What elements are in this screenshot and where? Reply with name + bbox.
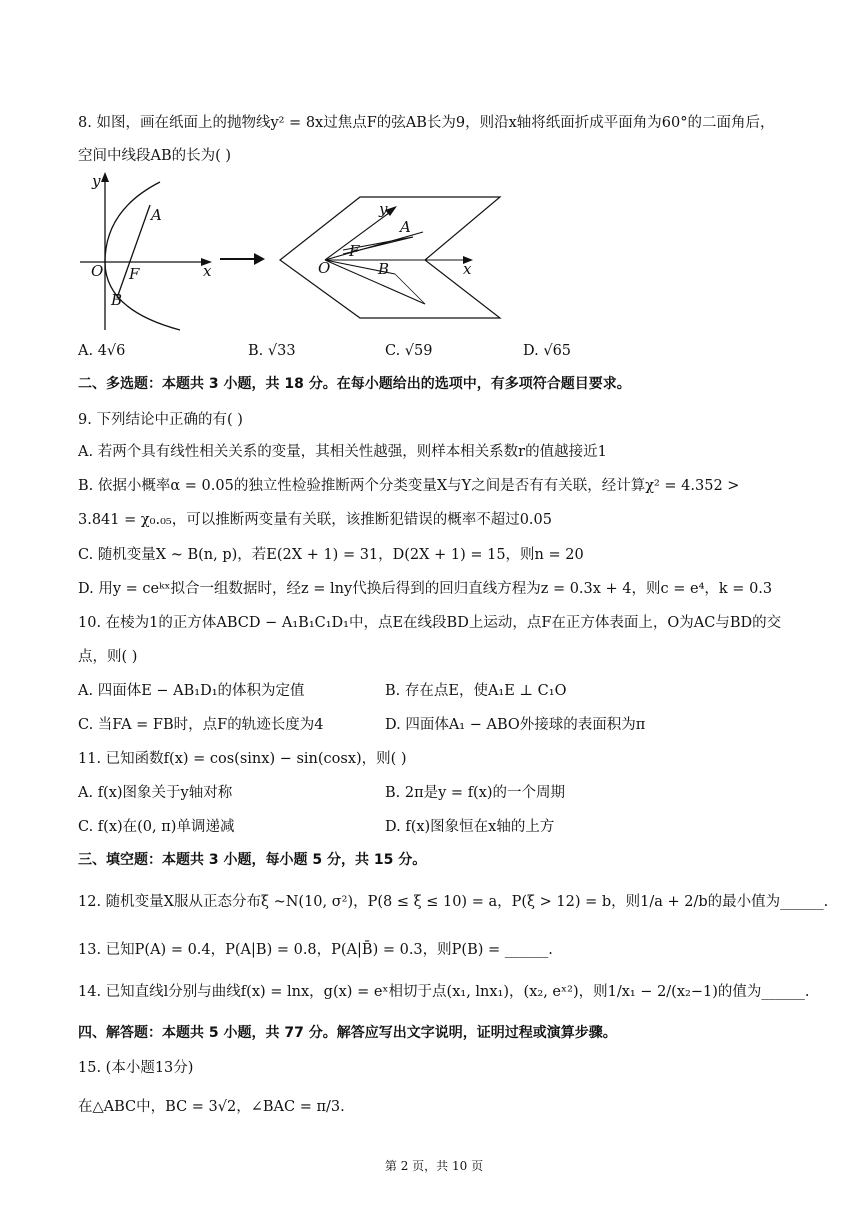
q9-option-b-line1: B. 依据小概率α = 0.05的独立性检验推断两个分类变量X与Y之间是否有有关联，经计算χ² = 4.352 > <box>78 478 740 494</box>
q8-option-a: A. 4√6 <box>78 343 126 359</box>
q11-option-a: A. f(x)图象关于y轴对称 <box>78 785 233 801</box>
q14-stem: 14. 已知直线l分别与曲线f(x) = lnx，g(x) = eˣ相切于点(x₁, lnx₁)，(x₂, eˣ²)，则1/x₁ − 2/(x₂−1)的值为______. <box>78 984 810 1000</box>
label-o: O <box>318 259 331 277</box>
label-a: A <box>151 206 162 224</box>
q10-option-c: C. 当FA = FB时，点F的轨迹长度为4 <box>78 717 324 733</box>
q10-option-b: B. 存在点E，使A₁E ⊥ C₁O <box>385 683 567 699</box>
label-x: x <box>463 260 472 278</box>
q8-option-d: D. √65 <box>523 343 572 359</box>
q11-stem: 11. 已知函数f(x) = cos(sinx) − sin(cosx)，则( ) <box>78 751 407 767</box>
label-x: x <box>203 262 212 280</box>
section-heading-fill-in: 三、填空题：本题共 3 小题，每小题 5 分，共 15 分。 <box>78 852 427 868</box>
arrow-icon <box>220 252 266 266</box>
q15-stem: 在△ABC中，BC = 3√2，∠BAC = π/3. <box>78 1099 345 1115</box>
q9-option-b-line2: 3.841 = χ₀.₀₅，可以推断两变量有关联，该推断犯错误的概率不超过0.05 <box>78 512 552 528</box>
q9-option-a: A. 若两个具有线性相关关系的变量，其相关性越强，则样本相关系数r的值越接近1 <box>78 444 607 460</box>
label-f: F <box>129 265 140 283</box>
q9-stem: 9. 下列结论中正确的有( ) <box>78 412 243 428</box>
q8-figure-folded <box>275 192 505 322</box>
y-axis-arrow <box>101 172 109 182</box>
label-b: B <box>111 291 123 309</box>
q11-option-c: C. f(x)在(0, π)单调递减 <box>78 819 235 835</box>
q10-stem-line1: 10. 在棱为1的正方体ABCD − A₁B₁C₁D₁中，点E在线段BD上运动，点F在正方体表面上，O为AC与BD的交 <box>78 615 782 631</box>
label-f: F <box>349 242 360 260</box>
label-y: y <box>379 200 388 218</box>
q9-option-d: D. 用y = ceᵏˣ拟合一组数据时，经z = lny代换后得到的回归直线方程为z = 0.3x + 4，则c = e⁴，k = 0.3 <box>78 581 773 597</box>
q10-stem-line2: 点，则( ) <box>78 649 138 665</box>
label-b: B <box>378 260 390 278</box>
page-footer: 第 2 页，共 10 页 <box>384 1159 484 1173</box>
q10-option-a: A. 四面体E − AB₁D₁的体积为定值 <box>78 683 305 699</box>
q8-option-b: B. √33 <box>248 343 296 359</box>
q12-stem: 12. 随机变量X服从正态分布ξ ~N(10, σ²)，P(8 ≤ ξ ≤ 10) = a，P(ξ > 12) = b，则1/a + 2/b的最小值为______. <box>78 894 829 910</box>
q10-option-d: D. 四面体A₁ − ABO外接球的表面积为π <box>385 717 646 733</box>
q13-stem: 13. 已知P(A) = 0.4，P(A|B) = 0.8，P(A|B̄) = 0.3，则P(B) = ______. <box>78 942 553 958</box>
q8-stem-line1: 8. 如图，画在纸面上的抛物线y² = 8x过焦点F的弦AB长为9，则沿x轴将纸面折成平面角为60°的二面角后， <box>78 115 775 131</box>
label-a: A <box>400 218 411 236</box>
q8-stem-line2: 空间中线段AB的长为( ) <box>78 148 232 164</box>
q11-option-b: B. 2π是y = f(x)的一个周期 <box>385 785 566 801</box>
chord-ab <box>117 205 150 298</box>
q9-option-c: C. 随机变量X ~ B(n, p)，若E(2X + 1) = 31，D(2X + 1) = 15，则n = 20 <box>78 547 584 563</box>
section-heading-solutions: 四、解答题：本题共 5 小题，共 77 分。解答应写出文字说明，证明过程或演算步骤。 <box>78 1025 617 1041</box>
q8-option-c: C. √59 <box>385 343 433 359</box>
section-heading-multiple-choice: 二、多选题：本题共 3 小题，共 18 分。在每小题给出的选项中，有多项符合题目要求。 <box>78 376 631 392</box>
q8-figure-parabola <box>75 170 225 335</box>
q11-option-d: D. f(x)图象恒在x轴的上方 <box>385 819 555 835</box>
q15-heading: 15. (本小题13分) <box>78 1060 194 1076</box>
label-o: O <box>91 262 104 280</box>
label-y: y <box>92 172 101 190</box>
